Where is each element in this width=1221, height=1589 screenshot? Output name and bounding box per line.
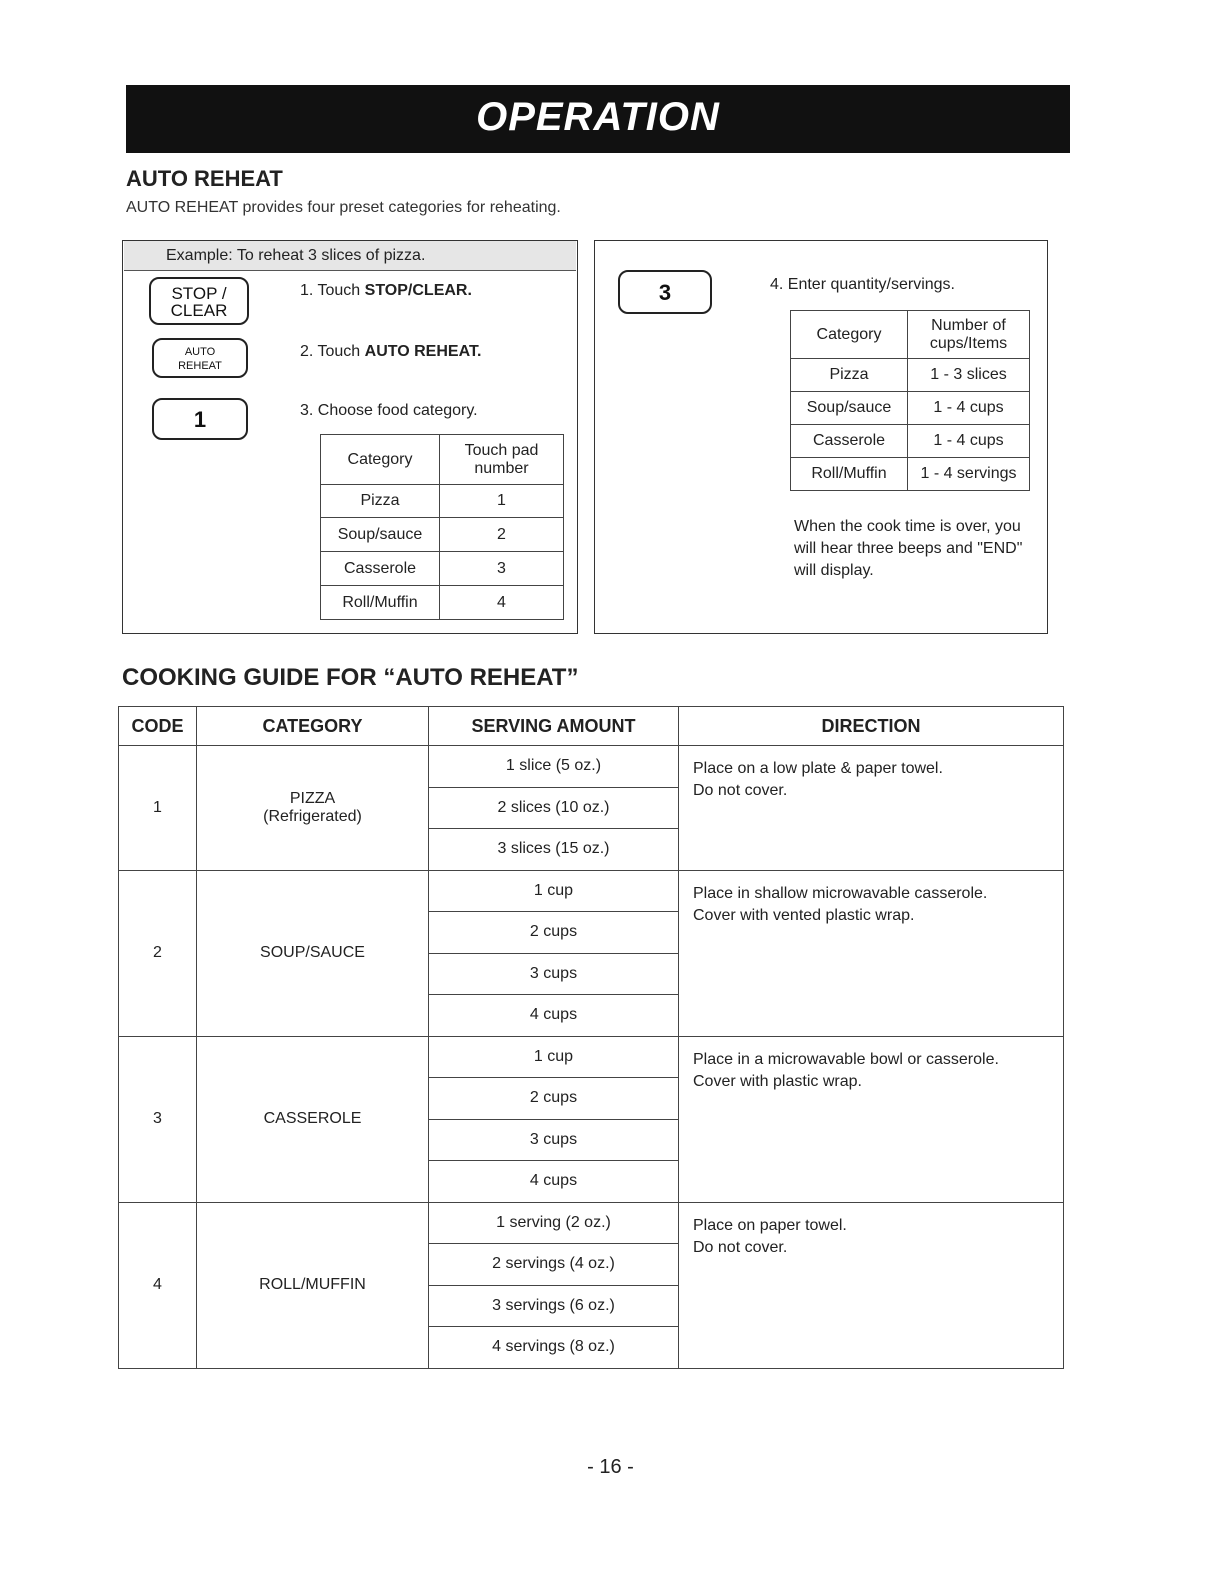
guide-title: COOKING GUIDE FOR “AUTO REHEAT” bbox=[122, 664, 579, 691]
serving-amount-cell: 4 cups bbox=[429, 1161, 679, 1203]
quantity-table-row bbox=[791, 425, 1030, 458]
category-cell bbox=[197, 1202, 429, 1368]
category-line2: (Refrigerated) bbox=[263, 807, 362, 825]
section-title: AUTO REHEAT bbox=[126, 166, 283, 191]
guide-header-row bbox=[119, 707, 1064, 746]
category-table-row bbox=[321, 485, 564, 518]
step-2-key: AUTO REHEAT. bbox=[364, 343, 482, 360]
quantity-count-cell: 1 - 4 cups bbox=[908, 425, 1030, 458]
touchpad-cell: 3 bbox=[440, 552, 564, 586]
category-line1: SOUP/SAUCE bbox=[260, 944, 365, 961]
example-caption: Example: To reheat 3 slices of pizza. bbox=[124, 241, 576, 271]
guide-row bbox=[119, 1036, 1064, 1078]
category-column-header: CATEGORY bbox=[197, 707, 429, 746]
touchpad-cell: 2 bbox=[440, 518, 564, 552]
number-1-key: 1 bbox=[152, 398, 248, 440]
direction-line2: Cover with plastic wrap. bbox=[693, 1072, 862, 1090]
direction-line1: Place on paper towel. bbox=[693, 1216, 847, 1234]
serving-amount-cell: 2 slices (10 oz.) bbox=[429, 787, 679, 829]
section-intro: AUTO REHEAT provides four preset categories for reheating. bbox=[126, 199, 561, 216]
touchpad-cell: 1 bbox=[440, 485, 564, 518]
category-line1: PIZZA bbox=[289, 789, 336, 807]
guide-row bbox=[119, 746, 1064, 788]
quantity-table-row bbox=[791, 392, 1030, 425]
direction-cell bbox=[679, 870, 1064, 1036]
end-note: When the cook time is over, you will hear three beeps and "END" will display. bbox=[794, 518, 1023, 579]
serving-amount-cell: 1 slice (5 oz.) bbox=[429, 746, 679, 788]
category-cell bbox=[197, 870, 429, 1036]
category-cell: Pizza bbox=[321, 485, 440, 518]
guide-row bbox=[119, 870, 1064, 912]
direction-header: DIRECTION bbox=[679, 707, 1064, 746]
stop-clear-key bbox=[149, 277, 249, 325]
serving-amount-header: SERVING AMOUNT bbox=[429, 707, 679, 746]
auto-reheat-key bbox=[152, 338, 248, 378]
serving-amount-cell: 1 cup bbox=[429, 1036, 679, 1078]
stop-clear-key-line1: STOP / bbox=[171, 284, 227, 303]
auto-reheat-key-line2: REHEAT bbox=[178, 360, 222, 372]
auto-reheat-key-line1: AUTO bbox=[184, 346, 216, 358]
category-table-row bbox=[321, 552, 564, 586]
serving-amount-cell: 3 slices (15 oz.) bbox=[429, 829, 679, 871]
quantity-count-cell: 1 - 3 slices bbox=[908, 359, 1030, 392]
code-cell: 2 bbox=[119, 870, 197, 1036]
quantity-category-header: Category bbox=[791, 311, 908, 359]
category-cell: Soup/sauce bbox=[321, 518, 440, 552]
step-1-key: STOP/CLEAR. bbox=[364, 282, 472, 299]
code-cell: 4 bbox=[119, 1202, 197, 1368]
step-3-text: 3. Choose food category. bbox=[300, 402, 478, 419]
quantity-category-cell: Pizza bbox=[791, 359, 908, 392]
step-2 bbox=[300, 343, 481, 361]
direction-line1: Place in a microwavable bowl or casserole. bbox=[693, 1050, 999, 1068]
serving-amount-cell: 3 cups bbox=[429, 953, 679, 995]
quantity-table-row bbox=[791, 458, 1030, 491]
category-line1: ROLL/MUFFIN bbox=[259, 1276, 366, 1293]
serving-amount-cell: 2 servings (4 oz.) bbox=[429, 1244, 679, 1286]
category-cell: Roll/Muffin bbox=[321, 586, 440, 620]
touchpad-cell: 4 bbox=[440, 586, 564, 620]
serving-amount-cell: 1 serving (2 oz.) bbox=[429, 1202, 679, 1244]
step-1-text: 1. Touch bbox=[300, 282, 365, 299]
quantity-table bbox=[790, 310, 1030, 491]
code-cell: 1 bbox=[119, 746, 197, 871]
direction-cell bbox=[679, 746, 1064, 871]
direction-line2: Do not cover. bbox=[693, 1238, 788, 1256]
serving-amount-cell: 4 cups bbox=[429, 995, 679, 1037]
quantity-category-cell: Soup/sauce bbox=[791, 392, 908, 425]
page-number: - 16 - bbox=[587, 1456, 634, 1478]
category-table-row bbox=[321, 518, 564, 552]
step-4: 4. Enter quantity/servings. bbox=[770, 276, 955, 293]
step-3 bbox=[300, 402, 478, 420]
quantity-count-cell: 1 - 4 cups bbox=[908, 392, 1030, 425]
serving-amount-cell: 4 servings (8 oz.) bbox=[429, 1327, 679, 1369]
serving-amount-cell: 2 cups bbox=[429, 912, 679, 954]
step-1 bbox=[300, 282, 472, 300]
category-table-row bbox=[321, 586, 564, 620]
direction-line1: Place on a low plate & paper towel. bbox=[693, 760, 943, 777]
direction-line1: Place in shallow microwavable casserole. bbox=[693, 884, 988, 902]
quantity-category-cell: Roll/Muffin bbox=[791, 458, 908, 491]
step-2-text: 2. Touch bbox=[300, 343, 365, 360]
stop-clear-key-line2: CLEAR bbox=[170, 301, 228, 320]
serving-amount-cell: 1 cup bbox=[429, 870, 679, 912]
serving-amount-cell: 2 cups bbox=[429, 1078, 679, 1120]
cooking-guide-table bbox=[118, 706, 1064, 1369]
category-cell bbox=[197, 746, 429, 871]
category-header: Category bbox=[321, 435, 440, 485]
serving-amount-cell: 3 servings (6 oz.) bbox=[429, 1285, 679, 1327]
direction-line2: Do not cover. bbox=[693, 782, 788, 799]
direction-cell bbox=[679, 1036, 1064, 1202]
quantity-category-cell: Casserole bbox=[791, 425, 908, 458]
quantity-count-cell: 1 - 4 servings bbox=[908, 458, 1030, 491]
number-3-key: 3 bbox=[618, 270, 712, 314]
operation-banner: OPERATION bbox=[126, 85, 1070, 153]
guide-row bbox=[119, 1202, 1064, 1244]
quantity-table-header bbox=[791, 311, 1030, 359]
category-touchpad-table bbox=[320, 434, 564, 620]
category-cell: Casserole bbox=[321, 552, 440, 586]
serving-amount-cell: 3 cups bbox=[429, 1119, 679, 1161]
category-cell bbox=[197, 1036, 429, 1202]
direction-cell bbox=[679, 1202, 1064, 1368]
category-table-header bbox=[321, 435, 564, 485]
code-header: CODE bbox=[119, 707, 197, 746]
code-cell: 3 bbox=[119, 1036, 197, 1202]
touchpad-header: Touch pad number bbox=[440, 435, 564, 485]
quantity-table-row bbox=[791, 359, 1030, 392]
direction-line2: Cover with vented plastic wrap. bbox=[693, 906, 915, 924]
quantity-count-header: Number of cups/Items bbox=[908, 311, 1030, 359]
category-line1: CASSEROLE bbox=[263, 1110, 362, 1127]
